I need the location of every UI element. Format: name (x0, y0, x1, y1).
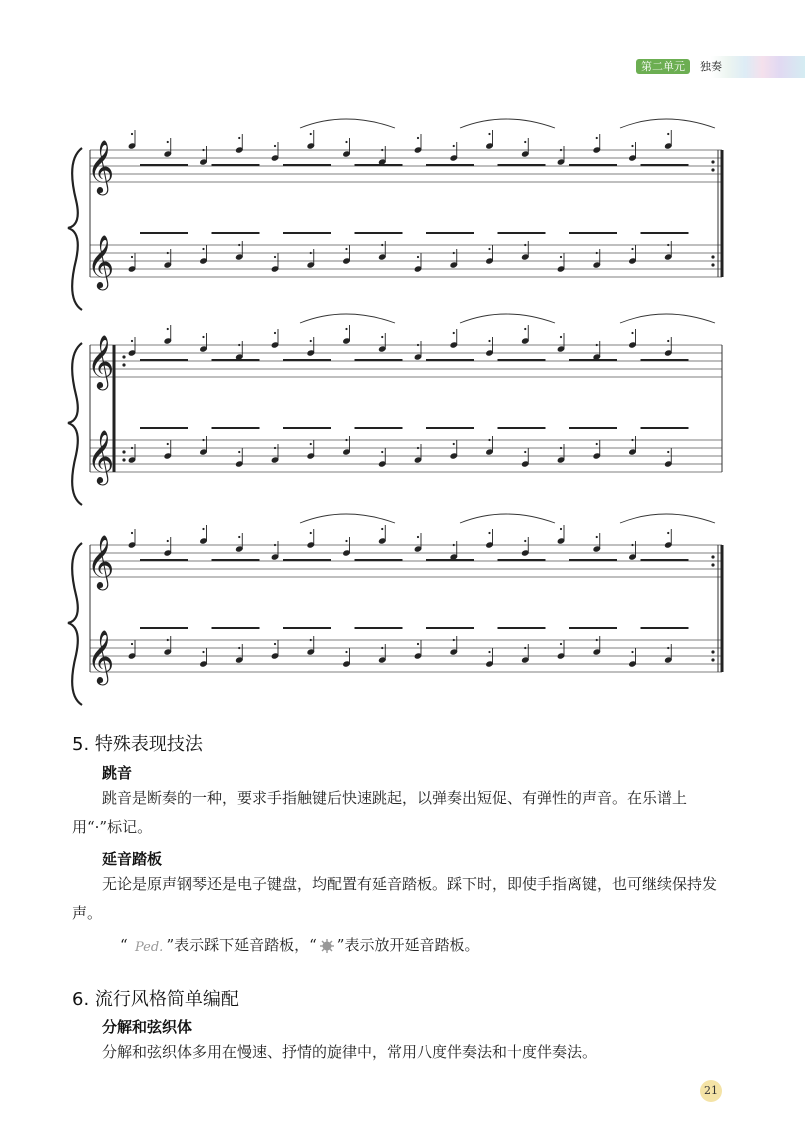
staccato-dot (631, 544, 633, 546)
staccato-dot (345, 651, 347, 653)
brace (68, 343, 82, 505)
repeat-dot (122, 458, 125, 461)
staccato-dot (167, 540, 169, 542)
staccato-dot (560, 256, 562, 258)
staccato-dot (667, 133, 669, 135)
slur (620, 514, 715, 523)
staccato-dot (453, 443, 455, 445)
staccato-dot (131, 256, 133, 258)
staccato-dot (381, 336, 383, 338)
staccato-dot (202, 149, 204, 151)
open-quote: “ (120, 936, 128, 954)
staccato-dot (488, 532, 490, 534)
treble-clef-icon: 𝄞 (87, 234, 115, 288)
staccato-dot (202, 651, 204, 653)
page-number-badge: 21 (700, 1080, 722, 1102)
repeat-dot (711, 255, 714, 258)
staccato-dot (524, 328, 526, 330)
section-6-title: 6. 流行风格简单编配 (72, 989, 239, 1010)
broken-chord-heading: 分解和弦织体 (102, 1018, 193, 1036)
staccato-dot (596, 137, 598, 139)
staccato-dot (453, 145, 455, 147)
staccato-dot (167, 252, 169, 254)
staccato-dot (345, 439, 347, 441)
repeat-dot (711, 658, 714, 661)
staccato-dot (524, 540, 526, 542)
staccato-dot (596, 639, 598, 641)
staccato-dot (524, 141, 526, 143)
staccato-dot (167, 639, 169, 641)
staccato-dot (238, 536, 240, 538)
repeat-dot (122, 450, 125, 453)
staccato-dot (131, 643, 133, 645)
staccato-dot (417, 344, 419, 346)
staccato-dot (131, 532, 133, 534)
staccato-dot (453, 639, 455, 641)
slur (460, 314, 555, 323)
repeat-dot (711, 160, 714, 163)
staccato-dot (202, 336, 204, 338)
staccato-dot (274, 256, 276, 258)
staccato-dot (131, 133, 133, 135)
staccato-dot (131, 340, 133, 342)
staccato-dot (310, 340, 312, 342)
staccato-dot (202, 248, 204, 250)
staccato-dot (381, 528, 383, 530)
treble-clef-icon: 𝄞 (87, 334, 115, 388)
staccato-dot (310, 532, 312, 534)
repeat-dot (711, 168, 714, 171)
staccato-dot (560, 528, 562, 530)
unit-label: 第二单元 (636, 59, 690, 74)
staccato-dot (417, 643, 419, 645)
staccato-dot (596, 252, 598, 254)
pedal-down-icon (134, 938, 164, 954)
staccato-dot (345, 328, 347, 330)
staccato-dot (667, 532, 669, 534)
sustain-pedal-heading: 延音踏板 (102, 850, 163, 868)
staccato-dot (310, 133, 312, 135)
repeat-dot (122, 355, 125, 358)
staccato-dot (381, 647, 383, 649)
staccato-dot (345, 248, 347, 250)
staccato-dot (345, 141, 347, 143)
staccato-dot (667, 340, 669, 342)
staccato-dot (202, 528, 204, 530)
staccato-dot (238, 647, 240, 649)
staccato-dot (238, 344, 240, 346)
staccato-dot (238, 244, 240, 246)
staccato-dot (667, 244, 669, 246)
staccato-dot (274, 643, 276, 645)
repeat-dot (122, 363, 125, 366)
slur (620, 314, 715, 323)
staccato-dot (381, 149, 383, 151)
repeat-dot (711, 555, 714, 558)
staccato-dot (274, 145, 276, 147)
staccato-paragraph: 跳音是断奏的一种，要求手指触键后快速跳起，以弹奏出短促、有弹性的声音。在乐谱上用“·”标记。 (72, 789, 688, 836)
staccato-dot (560, 336, 562, 338)
pedal-release-description: ”表示放开延音踏板。 (336, 936, 480, 954)
staccato-dot (488, 248, 490, 250)
staccato-dot (417, 137, 419, 139)
topic-label: 独奏 (700, 60, 722, 73)
staccato-dot (274, 544, 276, 546)
staccato-dot (667, 451, 669, 453)
staccato-dot (310, 639, 312, 641)
pedal-down-description: ”表示踩下延音踏板，“ (166, 936, 317, 954)
pedal-release-icon (319, 938, 335, 954)
staccato-dot (560, 149, 562, 151)
staccato-dot (488, 651, 490, 653)
staccato-dot (417, 447, 419, 449)
staccato-dot (524, 244, 526, 246)
repeat-dot (711, 650, 714, 653)
repeat-dot (711, 563, 714, 566)
treble-clef-icon: 𝄞 (87, 429, 115, 483)
staccato-dot (345, 540, 347, 542)
pedal-symbols-line (120, 933, 479, 957)
staccato-dot (310, 443, 312, 445)
staccato-dot (631, 145, 633, 147)
staccato-heading: 跳音 (102, 764, 133, 782)
brace (68, 543, 82, 705)
staccato-dot (167, 328, 169, 330)
staccato-dot (631, 332, 633, 334)
staccato-dot (453, 332, 455, 334)
staccato-dot (274, 447, 276, 449)
staccato-dot (167, 443, 169, 445)
sustain-pedal-paragraph: 无论是原声钢琴还是电子键盘，均配置有延音踏板。踩下时，即使手指离键，也可继续保持发声。 (72, 875, 718, 922)
staccato-dot (453, 544, 455, 546)
slur (620, 119, 715, 128)
staccato-dot (417, 256, 419, 258)
staccato-dot (667, 647, 669, 649)
staccato-dot (381, 244, 383, 246)
staccato-dot (274, 332, 276, 334)
repeat-dot (711, 263, 714, 266)
staccato-dot (524, 451, 526, 453)
staccato-dot (453, 252, 455, 254)
staccato-dot (524, 647, 526, 649)
broken-chord-paragraph: 分解和弦织体多用在慢速、抒情的旋律中，常用八度伴奏法和十度伴奏法。 (102, 1043, 598, 1061)
staccato-dot (238, 137, 240, 139)
staccato-dot (310, 252, 312, 254)
staccato-dot (560, 447, 562, 449)
slur (300, 514, 395, 523)
brace (68, 148, 82, 310)
staccato-dot (381, 451, 383, 453)
staccato-dot (488, 133, 490, 135)
staccato-dot (417, 536, 419, 538)
staccato-dot (167, 141, 169, 143)
treble-clef-icon: 𝄞 (87, 139, 115, 193)
staccato-dot (596, 344, 598, 346)
staccato-dot (131, 447, 133, 449)
staccato-dot (488, 439, 490, 441)
svg-text:Ped.: Ped. (135, 940, 164, 954)
staccato-dot (631, 651, 633, 653)
staccato-dot (631, 248, 633, 250)
staccato-dot (596, 443, 598, 445)
staccato-dot (238, 451, 240, 453)
staccato-dot (560, 643, 562, 645)
staccato-dot (202, 439, 204, 441)
treble-clef-icon: 𝄞 (87, 629, 115, 683)
treble-clef-icon: 𝄞 (87, 534, 115, 588)
slur (460, 514, 555, 523)
slur (460, 119, 555, 128)
slur (300, 314, 395, 323)
slur (300, 119, 395, 128)
staccato-dot (488, 340, 490, 342)
score-systems (68, 119, 722, 705)
staccato-dot (596, 536, 598, 538)
section-5-title: 5. 特殊表现技法 (72, 734, 203, 755)
staccato-dot (631, 439, 633, 441)
